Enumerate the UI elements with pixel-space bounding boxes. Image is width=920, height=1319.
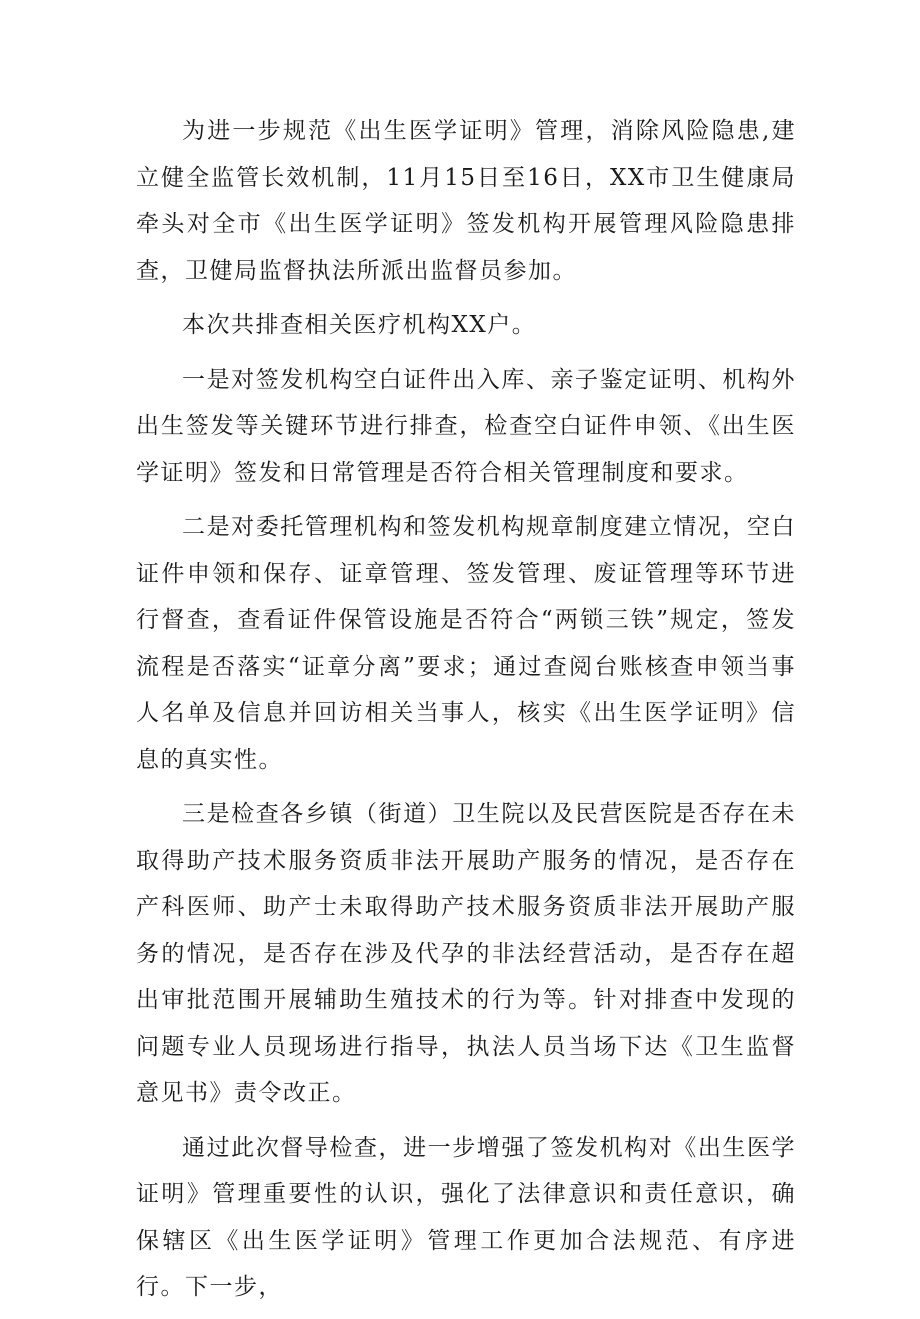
paragraph-item-three: 三是检查各乡镇（街道）卫生院以及民营医院是否存在未取得助产技术服务资质非法开展助产服务的情况，是否存在产科医师、助产士未取得助产技术服务资质非法开展助产服务的情况，是否存在涉及代孕的非法经营活动，是否存在超出审批范围开展辅助生殖技术的行为等。针对排查中发现的问题专业人员现场进行指导，执法人员当场下达《卫生监督意见书》责令改正。 [136,801,796,1106]
paragraph-item-two: 二是对委托管理机构和签发机构规章制度建立情况，空白证件申领和保存、证章管理、签发管理、废证管理等环节进行督查，查看证件保管设施是否符合“两锁三铁”规定，签发流程是否落实“证章分离”要求；通过查阅台账核查申领当事人名单及信息并回访相关当事人，核实《出生医学证明》信息的真实性。 [136,514,796,773]
paragraph-item-one: 一是对签发机构空白证件出入库、亲子鉴定证明、机构外出生签发等关键环节进行排查，检查空白证件申领、《出生医学证明》签发和日常管理是否符合相关管理制度和要求。 [136,366,796,486]
paragraph-intro: 为进一步规范《出生医学证明》管理，消除风险隐患,建立健全监管长效机制，11月15日至16日，XX市卫生健康局牵头对全市《出生医学证明》签发机构开展管理风险隐患排查，卫健局监督执法所派出监督员参加。 [136,118,796,284]
paragraph-count: 本次共排查相关医疗机构XX户。 [182,312,537,338]
paragraph-conclusion: 通过此次督导检查，进一步增强了签发机构对《出生医学证明》管理重要性的认识，强化了法律意识和责任意识，确保辖区《出生医学证明》管理工作更加合法规范、有序进行。下一步， [136,1134,796,1300]
document-body [136,108,796,1319]
